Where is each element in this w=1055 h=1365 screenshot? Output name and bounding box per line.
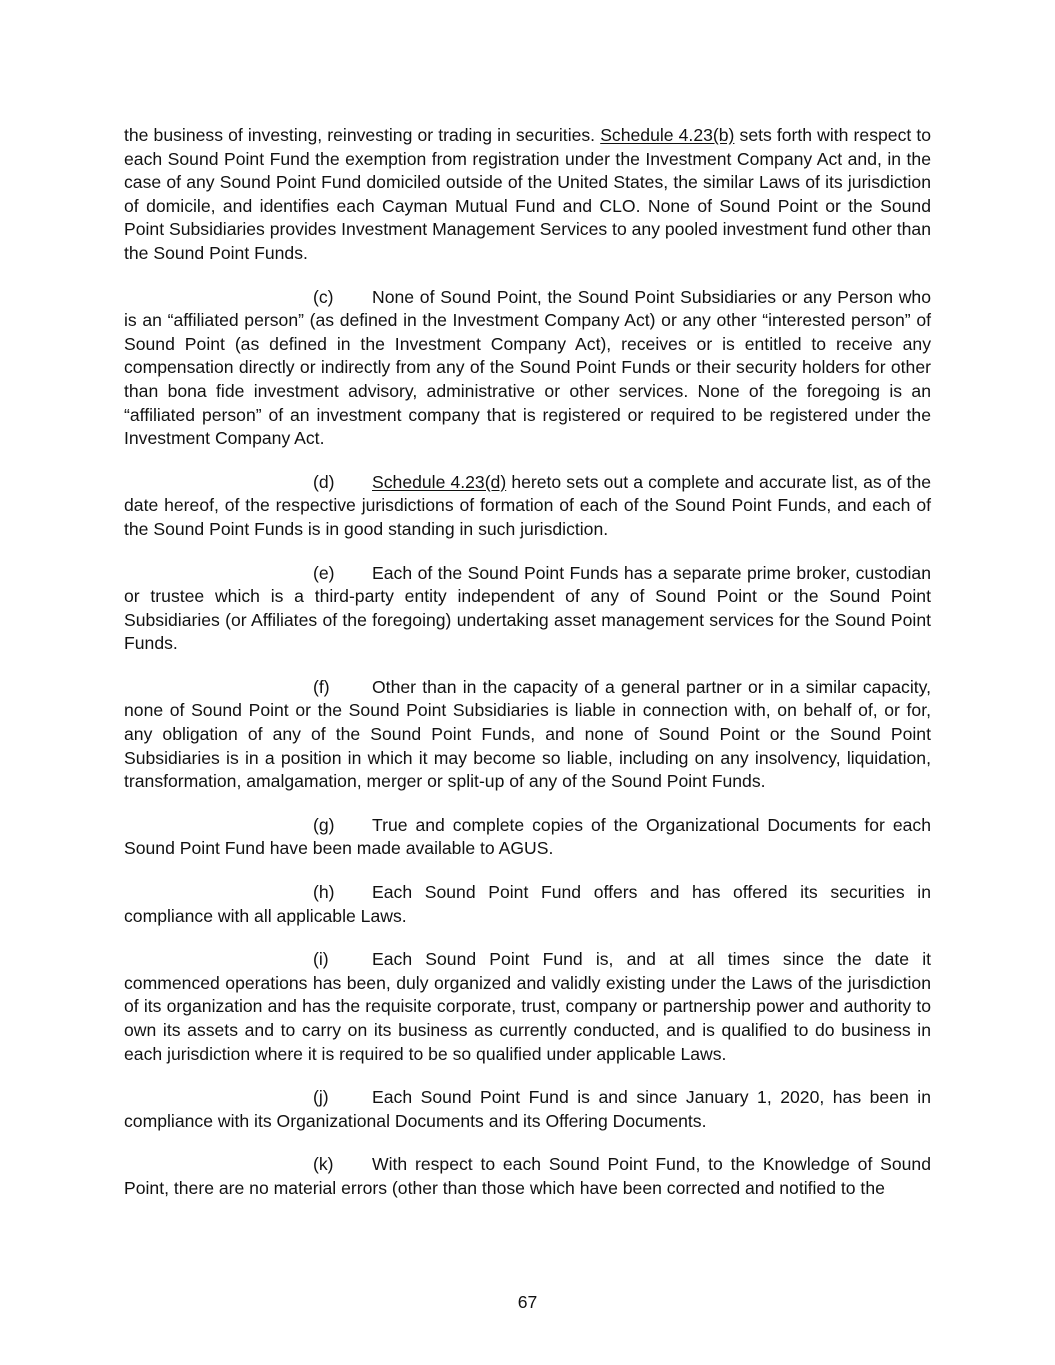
schedule-reference: Schedule 4.23(d) [372, 471, 507, 492]
paragraph-text: None of Sound Point, the Sound Point Subsidiaries or any Person who is an “affiliated person” (as defined in the Investment Company Act) or any other “interested person” of Sound Point (as defined in the Investment Company Act), receives or is entitled to receive any compensation directly or indirectly from any of the Sound Point Funds or their security holders for other than bona fide investment advisory, administrative or other services. None of the foregoing is an “affiliated person” of an investment company that is registered or required to be registered under the Investment Company Act. [124, 286, 931, 449]
schedule-reference: Schedule 4.23(b) [600, 125, 735, 145]
paragraph-label: (d) [313, 471, 335, 492]
paragraph-label: (f) [313, 676, 330, 697]
paragraph-k [124, 1153, 931, 1200]
page-number: 67 [517, 1292, 538, 1312]
paragraph-g [124, 814, 931, 861]
paragraph-label: (c) [313, 286, 334, 307]
paragraph-label: (h) [313, 882, 335, 903]
paragraph-label: (i) [313, 949, 329, 970]
paragraph-label: (k) [313, 1154, 334, 1175]
paragraph-text: hereto sets out a complete and accurate list, as of the date hereof, of the respective jurisdictions of formation of each of the Sound Point Funds, and each of the Sound Point Funds is in good standing in such jurisdiction. [124, 471, 932, 539]
paragraph-text: Other than in the capacity of a general partner or in a similar capacity, none of Sound Point or the Sound Point Subsidiaries is liable in connection with, on behalf of, or for, any obligation of any of the Sound Point Funds, and none of Sound Point or the Sound Point Subsidiaries is in a position in which it may become so liable, including on any insolvency, liquidation, transformation, amalgamation, merger or split-up of any of the Sound Point Funds. [124, 676, 931, 792]
paragraph-label: (e) [313, 562, 335, 583]
paragraph-d [124, 471, 931, 542]
paragraph-label: (g) [313, 814, 335, 835]
paragraph-f [124, 676, 931, 794]
paragraph-h [124, 881, 931, 928]
paragraph-label: (j) [313, 1087, 329, 1108]
document-body [124, 124, 931, 1221]
paragraph-j [124, 1086, 931, 1133]
paragraph-text: Each Sound Point Fund is, and at all times since the date it commenced operations has been, duly organized and validly existing under the Laws of the jurisdiction of its organization and has the requisite corporate, trust, company or partnership power and authority to own its assets and to carry on its business as currently conducted, and is qualified to do business in each jurisdiction where it is required to be so qualified under applicable Laws. [124, 949, 931, 1064]
paragraph-text: True and complete copies of the Organizational Documents for each Sound Point Fund have been made available to AGUS. [124, 814, 931, 859]
paragraph-text: Each of the Sound Point Funds has a separate prime broker, custodian or trustee which is a third-party entity independent of any of Sound Point or the Sound Point Subsidiaries (or Affiliates of the foregoing) undertaking asset management services for the Sound Point Funds. [124, 562, 931, 654]
paragraph-e [124, 562, 931, 656]
paragraph-text: sets forth with respect to each Sound Point Fund the exemption from registration under the Investment Company Act and, in the case of any Sound Point Fund domiciled outside of the United States, the similar Laws of its jurisdiction of domicile, and identifies each Cayman Mutual Fund and CLO. None of Sound Point or the Sound Point Subsidiaries provides Investment Management Services to any pooled investment fund other than the Sound Point Funds. [124, 125, 932, 263]
paragraph-text: With respect to each Sound Point Fund, to the Knowledge of Sound Point, there are no material errors (other than those which have been corrected and notified to the [124, 1154, 931, 1198]
paragraph-text: Each Sound Point Fund offers and has offered its securities in compliance with all applicable Laws. [124, 882, 931, 926]
paragraph-text: Each Sound Point Fund is and since January 1, 2020, has been in compliance with its Organizational Documents and its Offering Documents. [124, 1087, 931, 1131]
paragraph-text: the business of investing, reinvesting or trading in securities. [124, 125, 596, 145]
paragraph-c [124, 286, 931, 451]
paragraph-continued [124, 124, 931, 266]
paragraph-i [124, 948, 931, 1066]
